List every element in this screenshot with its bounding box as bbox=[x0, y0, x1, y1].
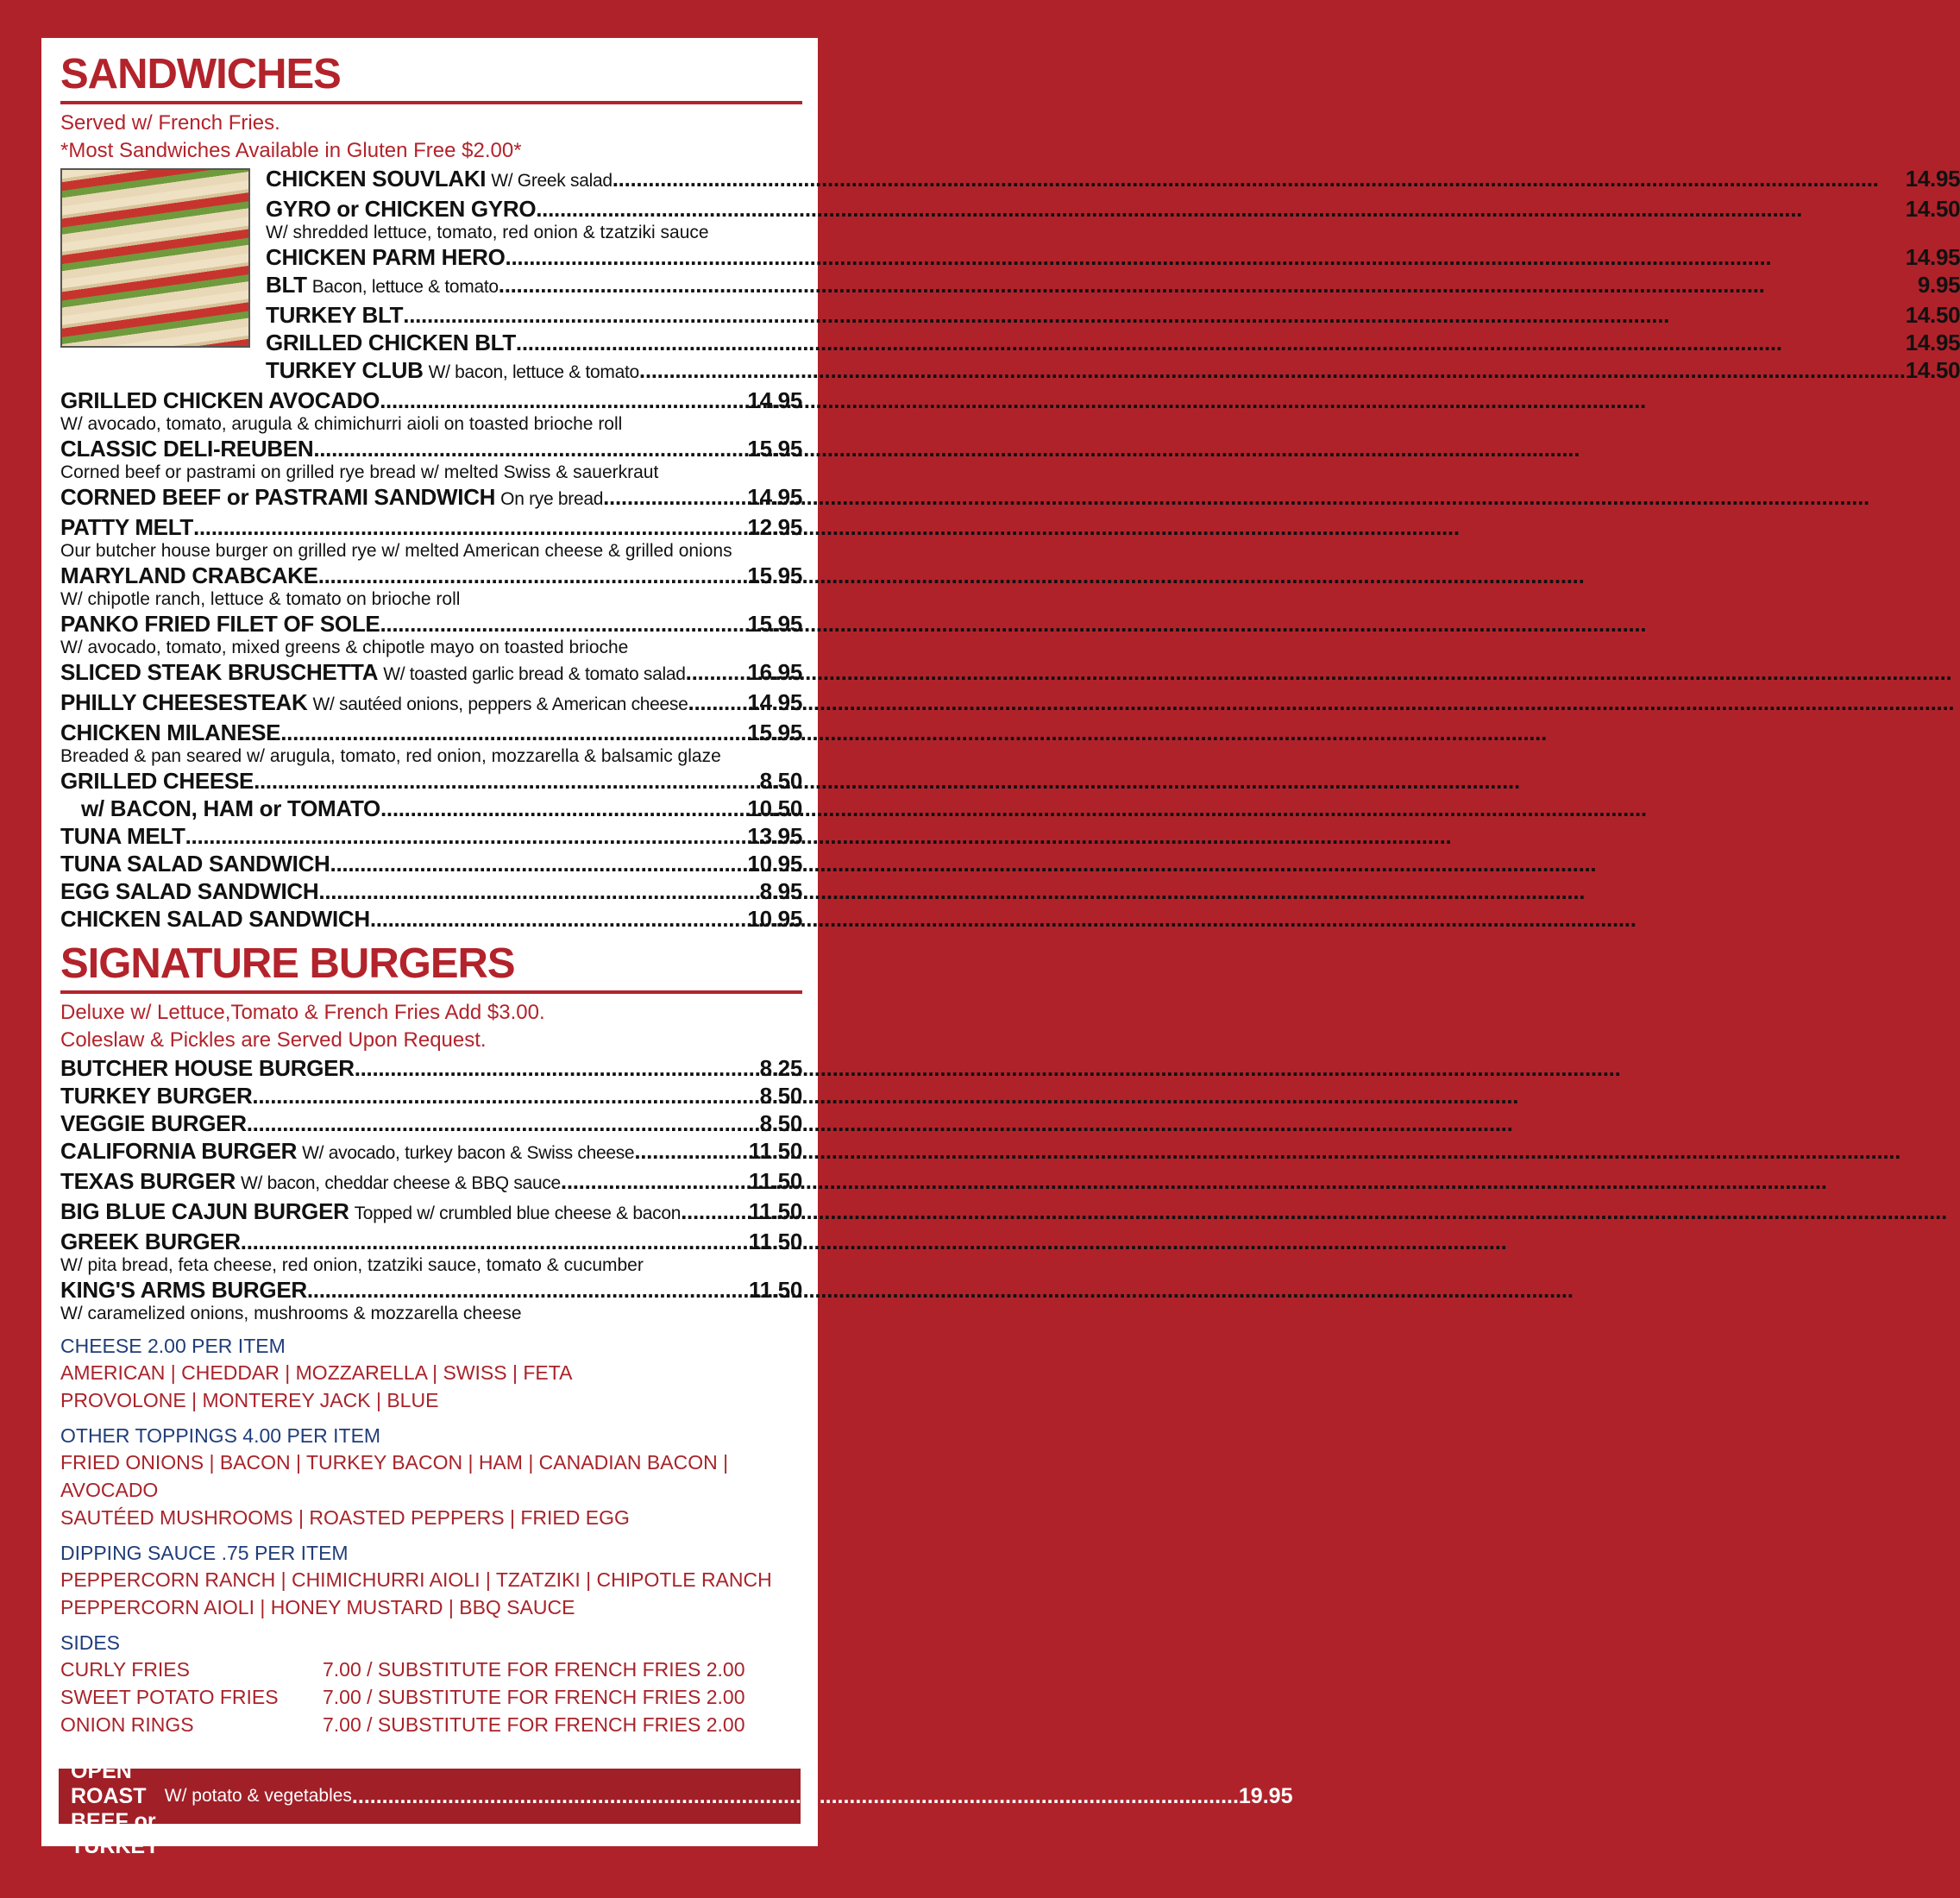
menu-item bbox=[266, 165, 1960, 195]
side-price: 7.00 / SUBSTITUTE FOR FRENCH FRIES 2.00 bbox=[323, 1658, 745, 1681]
leader-dots bbox=[506, 243, 1906, 271]
side-item bbox=[60, 1656, 802, 1683]
menu-item bbox=[60, 905, 802, 933]
menu-item-name: GYRO or CHICKEN GYRO bbox=[266, 196, 537, 222]
menu-item-subtext: Corned beef or pastrami on grilled rye bread w/ melted Swiss & sauerkraut bbox=[60, 462, 659, 482]
sandwich-photo bbox=[60, 168, 250, 348]
burgers-note: Coleslaw & Pickles are Served Upon Request. bbox=[60, 1028, 487, 1052]
menu-item-price: 14.50 bbox=[1905, 357, 1960, 383]
menu-item-price: 16.95 bbox=[747, 659, 802, 685]
side-name: CURLY FRIES bbox=[60, 1658, 190, 1681]
menu-item-name: CLASSIC DELI-REUBEN bbox=[60, 436, 314, 462]
menu-item-name: w/ BACON, HAM or TOMATO bbox=[81, 795, 380, 821]
toppings-label: OTHER TOPPINGS 4.00 PER ITEM bbox=[60, 1424, 381, 1447]
menu-item-name: TURKEY BLT bbox=[266, 302, 404, 328]
side-item bbox=[60, 1683, 802, 1711]
menu-item-price: 8.50 bbox=[759, 768, 802, 794]
menu-panel bbox=[41, 38, 1960, 1858]
burgers-list bbox=[60, 1054, 802, 1324]
leader-dots bbox=[185, 822, 748, 850]
leader-dots bbox=[612, 165, 1906, 192]
sauce-options: PEPPERCORN RANCH | CHIMICHURRI AIOLI | TZATZIKI | CHIPOTLE RANCH bbox=[60, 1568, 772, 1591]
menu-item-price: 14.95 bbox=[747, 387, 802, 413]
bottom-item-price: 19.95 bbox=[1238, 1783, 1293, 1808]
menu-item-subtext: W/ avocado, tomato, mixed greens & chipotle mayo on toasted brioche bbox=[60, 638, 629, 657]
menu-item-price: 8.50 bbox=[759, 1083, 802, 1109]
menu-item-desc: W/ bacon, lettuce & tomato bbox=[428, 362, 639, 382]
menu-item-price: 11.50 bbox=[748, 1229, 802, 1254]
sandwiches-note: Served w/ French Fries. bbox=[60, 111, 280, 135]
menu-item-price: 10.50 bbox=[747, 795, 802, 821]
leader-dots bbox=[561, 1167, 749, 1195]
toppings-options: FRIED ONIONS | BACON | TURKEY BACON | HAM | CANADIAN BACON | AVOCADO bbox=[60, 1451, 729, 1501]
menu-item bbox=[60, 822, 802, 850]
menu-item-name: CHICKEN MILANESE bbox=[60, 720, 281, 745]
menu-item bbox=[60, 1054, 802, 1082]
menu-item bbox=[60, 719, 802, 746]
menu-item-name: MARYLAND CRABCAKE bbox=[60, 562, 318, 588]
menu-item-price: 14.50 bbox=[1905, 196, 1960, 222]
menu-item-name: TUNA SALAD SANDWICH bbox=[60, 851, 330, 877]
leader-dots bbox=[318, 562, 748, 589]
menu-item bbox=[60, 483, 802, 513]
menu-item-name: TEXAS BURGER bbox=[60, 1168, 236, 1194]
menu-item-name: CORNED BEEF or PASTRAMI SANDWICH bbox=[60, 484, 496, 510]
leader-dots bbox=[370, 905, 748, 933]
leader-dots bbox=[280, 719, 747, 746]
menu-item-price: 8.95 bbox=[759, 878, 802, 904]
menu-item bbox=[60, 387, 802, 414]
menu-item-price: 10.95 bbox=[747, 906, 802, 932]
leader-dots bbox=[634, 1137, 749, 1165]
menu-item-price: 11.50 bbox=[748, 1168, 802, 1194]
menu-item-name: PATTY MELT bbox=[60, 514, 193, 540]
leader-dots bbox=[380, 795, 747, 822]
leader-dots bbox=[307, 1276, 749, 1304]
leader-dots bbox=[330, 850, 748, 877]
menu-item bbox=[60, 688, 802, 719]
menu-item-name: GRILLED CHEESE bbox=[60, 768, 254, 794]
menu-item-subtext: W/ caramelized onions, mushrooms & mozzarella cheese bbox=[60, 1304, 522, 1323]
menu-item-price: 13.95 bbox=[747, 823, 802, 849]
leader-dots bbox=[241, 1228, 749, 1255]
side-price: 7.00 / SUBSTITUTE FOR FRENCH FRIES 2.00 bbox=[323, 1686, 745, 1708]
burgers-note: Deluxe w/ Lettuce,Tomato & French Fries Add $3.00. bbox=[60, 1001, 545, 1024]
menu-item-desc: Topped w/ crumbled blue cheese & bacon bbox=[354, 1204, 682, 1223]
leader-dots bbox=[355, 1054, 760, 1082]
leader-dots bbox=[516, 329, 1906, 356]
menu-item-desc: W/ bacon, cheddar cheese & BBQ sauce bbox=[240, 1173, 561, 1193]
menu-item-subtext: W/ chipotle ranch, lettuce & tomato on brioche roll bbox=[60, 589, 461, 609]
leader-dots bbox=[681, 1197, 749, 1225]
sauce-label: DIPPING SAUCE .75 PER ITEM bbox=[60, 1542, 349, 1564]
menu-item-price: 14.95 bbox=[1905, 166, 1960, 192]
menu-item-price: 9.95 bbox=[1917, 272, 1960, 298]
menu-item-price: 14.95 bbox=[1905, 330, 1960, 355]
menu-item-price: 14.95 bbox=[747, 689, 802, 715]
menu-item-name: EGG SALAD SANDWICH bbox=[60, 878, 319, 904]
menu-item bbox=[60, 877, 802, 905]
menu-item-subtext: Breaded & pan seared w/ arugula, tomato, red onion, mozzarella & balsamic glaze bbox=[60, 746, 721, 766]
menu-item-subtext: W/ avocado, tomato, arugula & chimichurri aioli on toasted brioche roll bbox=[60, 414, 623, 434]
menu-item bbox=[60, 1082, 802, 1109]
menu-item-name: PANKO FRIED FILET OF SOLE bbox=[60, 611, 380, 637]
menu-item bbox=[266, 243, 1960, 271]
menu-item bbox=[60, 1276, 802, 1304]
sandwiches-note: *Most Sandwiches Available in Gluten Free $2.00* bbox=[60, 139, 522, 162]
menu-item-desc: W/ sautéed onions, peppers & American cheese bbox=[312, 694, 688, 714]
menu-item-price: 15.95 bbox=[747, 436, 802, 462]
menu-item bbox=[60, 658, 802, 688]
menu-item-price: 10.95 bbox=[747, 851, 802, 877]
side-name: SWEET POTATO FRIES bbox=[60, 1686, 279, 1708]
menu-item-subtext: Our butcher house burger on grilled rye w/ melted American cheese & grilled onions bbox=[60, 541, 732, 561]
menu-item bbox=[60, 513, 802, 541]
menu-item bbox=[266, 195, 1960, 223]
menu-item-name: GRILLED CHICKEN AVOCADO bbox=[60, 387, 380, 413]
menu-item-desc: On rye bread bbox=[500, 489, 604, 509]
cheese-options: PROVOLONE | MONTEREY JACK | BLUE bbox=[60, 1389, 439, 1411]
leader-dots bbox=[254, 767, 760, 795]
side-item bbox=[60, 1711, 802, 1738]
menu-item-price: 12.95 bbox=[747, 514, 802, 540]
menu-item-name: SLICED STEAK BRUSCHETTA bbox=[60, 659, 379, 685]
menu-item-price: 11.50 bbox=[748, 1277, 802, 1303]
menu-item-name: VEGGIE BURGER bbox=[60, 1110, 247, 1136]
menu-item-desc: Bacon, lettuce & tomato bbox=[311, 277, 499, 297]
menu-item bbox=[266, 356, 1960, 387]
leader-dots bbox=[193, 513, 747, 541]
menu-item-name: TUNA MELT bbox=[60, 823, 185, 849]
burgers-title: SIGNATURE BURGERS bbox=[60, 940, 515, 987]
menu-item-desc: W/ avocado, turkey bacon & Swiss cheese bbox=[302, 1143, 635, 1163]
menu-item-name: KING'S ARMS BURGER bbox=[60, 1277, 307, 1303]
menu-item bbox=[60, 767, 802, 795]
toppings-options: SAUTÉED MUSHROOMS | ROASTED PEPPERS | FRIED EGG bbox=[60, 1506, 630, 1529]
menu-item bbox=[60, 1137, 802, 1167]
leader-dots bbox=[686, 658, 748, 686]
menu-item bbox=[266, 271, 1960, 301]
leader-dots bbox=[352, 1784, 1239, 1809]
menu-item-price: 15.95 bbox=[747, 562, 802, 588]
cheese-options: AMERICAN | CHEDDAR | MOZZARELLA | SWISS | FETA bbox=[60, 1361, 573, 1384]
menu-item bbox=[60, 1228, 802, 1255]
cheese-label: CHEESE 2.00 PER ITEM bbox=[60, 1335, 286, 1357]
menu-item bbox=[60, 1167, 802, 1197]
sandwiches-list bbox=[60, 387, 802, 933]
leader-dots bbox=[380, 387, 747, 414]
bottom-item-desc: W/ potato & vegetables bbox=[164, 1786, 352, 1806]
bottom-item-name: HOT OPEN ROAST BEEF or TURKEY bbox=[71, 1733, 160, 1858]
menu-item-name: BUTCHER HOUSE BURGER bbox=[60, 1055, 355, 1081]
menu-item-price: 11.50 bbox=[748, 1138, 802, 1164]
menu-item bbox=[60, 1109, 802, 1137]
menu-item-price: 14.95 bbox=[747, 484, 802, 510]
menu-item-name: BIG BLUE CAJUN BURGER bbox=[60, 1198, 349, 1224]
leader-dots bbox=[252, 1082, 759, 1109]
menu-item-name: GREEK BURGER bbox=[60, 1229, 241, 1254]
menu-item-name: GRILLED CHICKEN BLT bbox=[266, 330, 516, 355]
menu-item bbox=[60, 795, 802, 822]
leader-dots bbox=[536, 195, 1905, 223]
sandwiches-rule bbox=[60, 101, 802, 104]
menu-item-name: CHICKEN SOUVLAKI bbox=[266, 166, 487, 192]
menu-item-price: 15.95 bbox=[747, 720, 802, 745]
menu-item-price: 15.95 bbox=[747, 611, 802, 637]
hot-open-roast-bar bbox=[59, 1733, 1293, 1858]
sandwiches-title: SANDWICHES bbox=[60, 51, 341, 97]
leader-dots bbox=[499, 271, 1918, 299]
menu-item-price: 11.50 bbox=[748, 1198, 802, 1224]
burgers-rule bbox=[60, 990, 802, 994]
menu-item-subtext: W/ shredded lettuce, tomato, red onion & tzatziki sauce bbox=[266, 223, 709, 242]
leader-dots bbox=[247, 1109, 760, 1137]
menu-item-name: PHILLY CHEESESTEAK bbox=[60, 689, 308, 715]
sides-label: SIDES bbox=[60, 1631, 121, 1654]
menu-item bbox=[60, 435, 802, 462]
leader-dots bbox=[688, 688, 748, 716]
menu-item bbox=[60, 1197, 802, 1228]
menu-item-name: CALIFORNIA BURGER bbox=[60, 1138, 298, 1164]
side-price: 7.00 / SUBSTITUTE FOR FRENCH FRIES 2.00 bbox=[323, 1713, 745, 1736]
menu-item bbox=[60, 850, 802, 877]
menu-item-desc: W/ toasted garlic bread & tomato salad bbox=[383, 664, 686, 684]
menu-item-name: TURKEY BURGER bbox=[60, 1083, 253, 1109]
leader-dots bbox=[313, 435, 747, 462]
leader-dots bbox=[403, 301, 1905, 329]
menu-item-subtext: W/ pita bread, feta cheese, red onion, tzatziki sauce, tomato & cucumber bbox=[60, 1255, 644, 1275]
menu-item-price: 14.50 bbox=[1905, 302, 1960, 328]
leader-dots bbox=[603, 483, 747, 511]
menu-item-price: 8.25 bbox=[759, 1055, 802, 1081]
leader-dots bbox=[380, 610, 747, 638]
menu-item bbox=[60, 562, 802, 589]
sauce-options: PEPPERCORN AIOLI | HONEY MUSTARD | BBQ SAUCE bbox=[60, 1596, 575, 1618]
menu-item-desc: W/ Greek salad bbox=[491, 171, 612, 191]
sandwiches-top-list bbox=[266, 165, 1960, 387]
menu-item-price: 14.95 bbox=[1905, 244, 1960, 270]
leader-dots bbox=[318, 877, 759, 905]
menu-item-price: 8.50 bbox=[759, 1110, 802, 1136]
menu-item bbox=[266, 329, 1960, 356]
menu-item-name: TURKEY CLUB bbox=[266, 357, 424, 383]
leader-dots bbox=[639, 356, 1906, 384]
menu-item bbox=[60, 610, 802, 638]
side-name: ONION RINGS bbox=[60, 1713, 194, 1736]
menu-item-name: CHICKEN PARM HERO bbox=[266, 244, 506, 270]
menu-item-name: CHICKEN SALAD SANDWICH bbox=[60, 906, 370, 932]
menu-item bbox=[266, 301, 1960, 329]
menu-item-name: BLT bbox=[266, 272, 307, 298]
sandwiches-top-block bbox=[60, 165, 1960, 387]
